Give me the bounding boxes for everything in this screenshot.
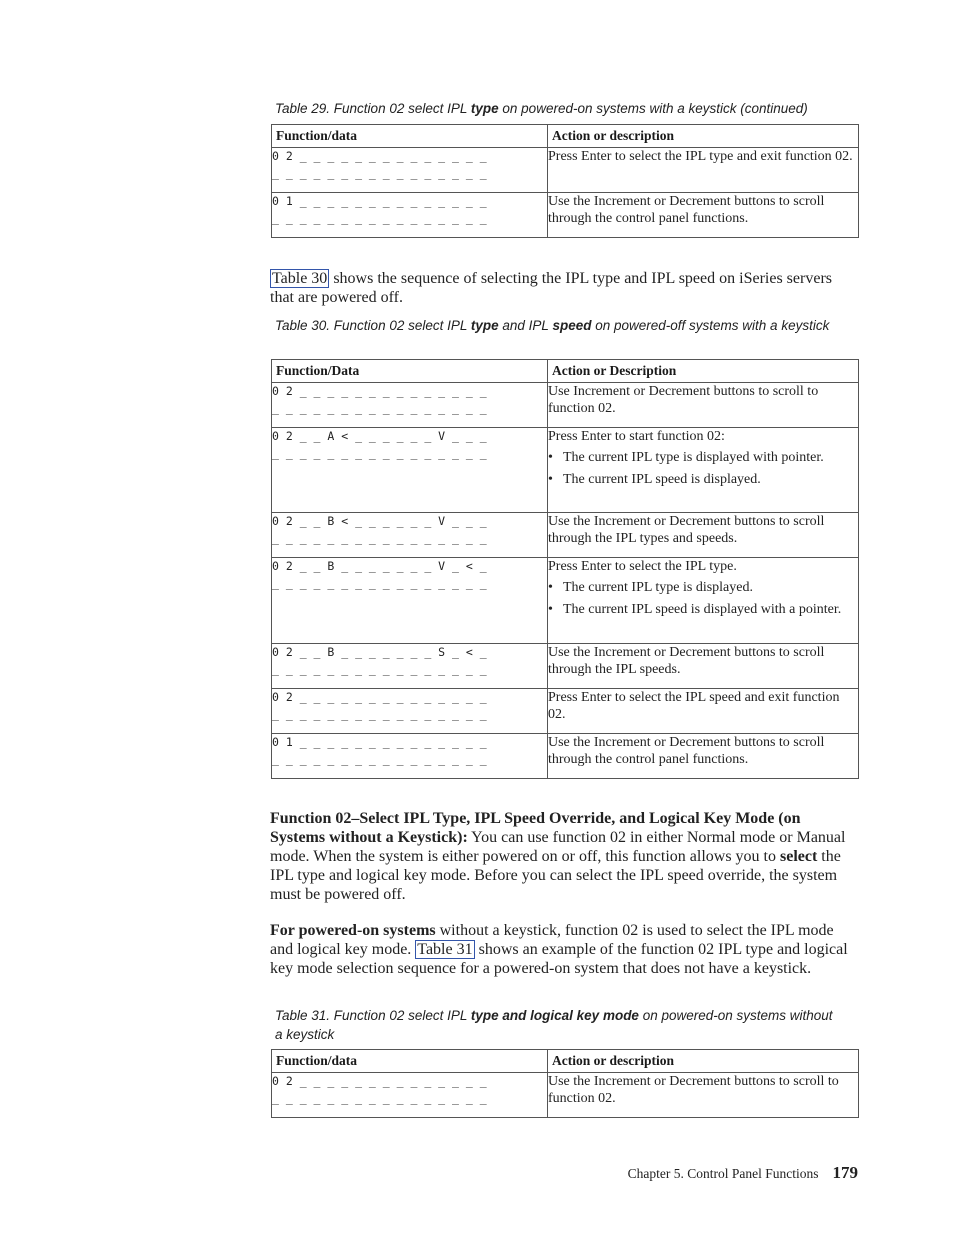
action-cell: Use Increment or Decrement buttons to scroll to function 02.: [548, 383, 859, 428]
chapter-title: Chapter 5. Control Panel Functions: [627, 1166, 819, 1181]
function-data-cell: 0 2 _ _ _ _ _ _ _ _ _ _ _ _ _ _ _ _ _ _ _ _ _ _ _ _ _ _ _ _ _ _: [272, 689, 548, 734]
action-cell: Press Enter to select the IPL type and exit function 02.: [548, 148, 859, 193]
action-text: Press Enter to start function 02:: [548, 429, 725, 444]
column-header-action: Action or Description: [548, 360, 859, 383]
function-data-cell: 0 2 _ _ _ _ _ _ _ _ _ _ _ _ _ _ _ _ _ _ _ _ _ _ _ _ _ _ _ _ _ _: [272, 383, 548, 428]
column-header-function-data: Function/Data: [272, 360, 548, 383]
function-data-cell: 0 1 _ _ _ _ _ _ _ _ _ _ _ _ _ _ _ _ _ _ _ _ _ _ _ _ _ _ _ _ _ _: [272, 734, 548, 779]
action-cell: Use the Increment or Decrement buttons to scroll to function 02.: [548, 1073, 859, 1118]
table-31-caption: Table 31. Function 02 select IPL type and logical key mode on powered-on systems without a keystick: [275, 1008, 833, 1042]
action-cell: Use the Increment or Decrement buttons to scroll through the control panel functions.: [548, 734, 859, 779]
bullet-list: [548, 449, 858, 488]
table-30: [271, 359, 859, 779]
table-30-caption: Table 30. Function 02 select IPL type and IPL speed on powered-off systems with a keystick: [275, 318, 830, 333]
page-footer: [628, 1163, 858, 1183]
table-row: [272, 689, 859, 734]
table-29: [271, 124, 859, 238]
list-item: • The current IPL speed is displayed.: [548, 472, 761, 487]
page-number: 179: [832, 1163, 858, 1182]
function-data-cell: 0 2 _ _ B _ _ _ _ _ _ _ S _ < _ _ _ _ _ _ _ _ _ _ _ _ _ _ _ _ _: [272, 644, 548, 689]
function-data-cell: 0 2 _ _ B < _ _ _ _ _ _ V _ _ _ _ _ _ _ _ _ _ _ _ _ _ _ _ _ _ _: [272, 513, 548, 558]
table-row: [272, 513, 859, 558]
section-heading: Function 02–Select IPL Type, IPL Speed Override, and Logical Key Mode (on Systems without a Keystick):: [270, 810, 801, 846]
table-row: [272, 734, 859, 779]
column-header-action: Action or description: [548, 1050, 859, 1073]
action-cell: Press Enter to select the IPL speed and exit function 02.: [548, 689, 859, 734]
function-data-cell: 0 2 _ _ A < _ _ _ _ _ _ V _ _ _ _ _ _ _ _ _ _ _ _ _ _ _ _ _ _ _: [272, 428, 548, 513]
table-30-link[interactable]: Table 30: [272, 270, 328, 287]
action-cell: [548, 428, 859, 513]
action-cell: [548, 558, 859, 644]
table-row: [272, 148, 859, 193]
action-cell: Use the Increment or Decrement buttons to scroll through the control panel functions.: [548, 193, 859, 238]
intro-paragraph: Table 30 shows the sequence of selecting the IPL type and IPL speed on iSeries servers that are powered off.: [270, 270, 832, 306]
table-row: [272, 383, 859, 428]
function-data-cell: 0 2 _ _ _ _ _ _ _ _ _ _ _ _ _ _ _ _ _ _ _ _ _ _ _ _ _ _ _ _ _ _: [272, 1073, 548, 1118]
column-header-action: Action or description: [548, 125, 859, 148]
table-31: [271, 1049, 859, 1118]
list-item: • The current IPL speed is displayed with a pointer.: [548, 602, 842, 617]
list-item: • The current IPL type is displayed with pointer.: [548, 450, 824, 465]
list-item: • The current IPL type is displayed.: [548, 580, 753, 595]
function-data-cell: 0 1 _ _ _ _ _ _ _ _ _ _ _ _ _ _ _ _ _ _ _ _ _ _ _ _ _ _ _ _ _ _: [272, 193, 548, 238]
table-row: [272, 193, 859, 238]
table-row: [272, 1073, 859, 1118]
table-row: [272, 428, 859, 513]
powered-on-paragraph: For powered-on systems without a keystick, function 02 is used to select the IPL mode and logical key mode. Table 31 shows an example of the function 02 IPL type and logical key mode selection sequence for a powered-on system that does not have a keystick.: [270, 922, 848, 977]
action-text: Press Enter to select the IPL type.: [548, 559, 737, 574]
table-31-link[interactable]: Table 31: [417, 941, 473, 958]
action-cell: Use the Increment or Decrement buttons to scroll through the IPL types and speeds.: [548, 513, 859, 558]
function-data-cell: 0 2 _ _ B _ _ _ _ _ _ _ V _ < _ _ _ _ _ _ _ _ _ _ _ _ _ _ _ _ _: [272, 558, 548, 644]
function-data-cell: 0 2 _ _ _ _ _ _ _ _ _ _ _ _ _ _ _ _ _ _ _ _ _ _ _ _ _ _ _ _ _ _: [272, 148, 548, 193]
table-row: [272, 558, 859, 644]
table-29-caption: Table 29. Function 02 select IPL type on powered-on systems with a keystick (continued): [275, 101, 808, 116]
section-paragraph: Function 02–Select IPL Type, IPL Speed Override, and Logical Key Mode (on Systems without a Keystick): You can use function 02 in either Normal mode or Manual mode. When the system is either powered on or off, this function allows you to select the IPL type and logical key mode. Before you can select the IPL speed override, the system must be powered off.: [270, 810, 846, 903]
column-header-function-data: Function/data: [272, 125, 548, 148]
action-cell: Use the Increment or Decrement buttons to scroll through the IPL speeds.: [548, 644, 859, 689]
bullet-list: [548, 579, 858, 618]
table-row: [272, 644, 859, 689]
column-header-function-data: Function/data: [272, 1050, 548, 1073]
